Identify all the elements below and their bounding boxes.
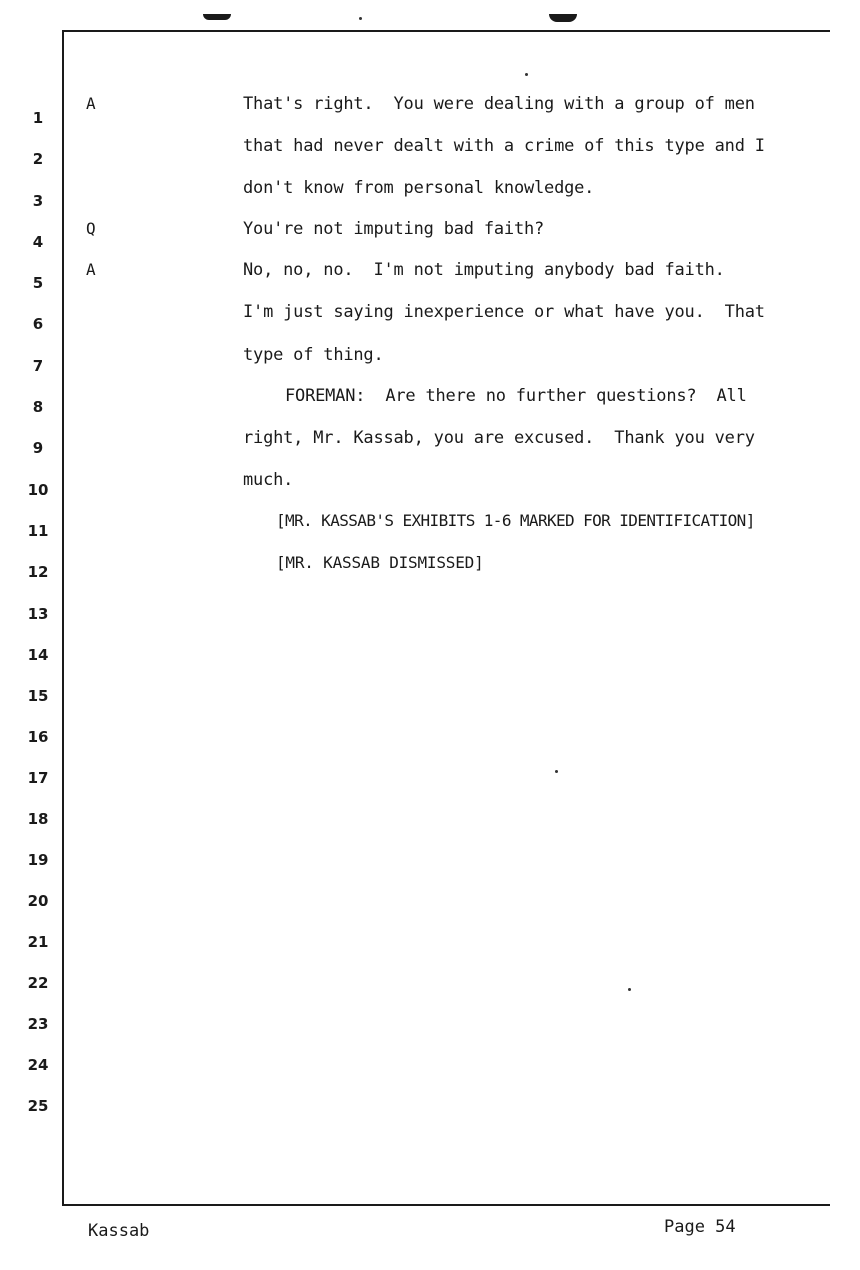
line-number: 21 [27, 933, 49, 951]
transcript-line: I'm just saying inexperience or what have you. That [243, 302, 765, 322]
line-number: 15 [27, 687, 49, 705]
transcript-line: FOREMAN: Are there no further questions? All [285, 386, 747, 406]
line-number: 9 [32, 439, 44, 457]
speck [555, 770, 558, 773]
transcript-line: You're not imputing bad faith? [243, 219, 545, 239]
bottom-rule [62, 1204, 830, 1206]
margin-rule [62, 30, 64, 1206]
line-number: 7 [32, 357, 44, 375]
line-number: 4 [32, 233, 44, 251]
line-number: 5 [32, 274, 44, 292]
transcript-line: [MR. KASSAB'S EXHIBITS 1-6 MARKED FOR IDENTIFICATION] [276, 511, 755, 530]
line-number: 24 [27, 1056, 49, 1074]
line-number: 10 [27, 481, 49, 499]
line-number: 11 [27, 522, 49, 540]
line-number: 8 [32, 398, 44, 416]
speck [628, 988, 631, 991]
top-rule [62, 30, 830, 32]
line-number: 20 [27, 892, 49, 910]
line-number: 22 [27, 974, 49, 992]
line-number: 14 [27, 646, 49, 664]
transcript-line: right, Mr. Kassab, you are excused. Thank you very [243, 428, 755, 448]
speaker-question: Q [86, 219, 96, 238]
witness-name: Kassab [88, 1221, 150, 1241]
transcript-line: much. [243, 470, 294, 490]
line-number: 19 [27, 851, 49, 869]
line-number: 2 [32, 150, 44, 168]
speaker-answer: A [86, 260, 96, 279]
line-number: 1 [32, 109, 44, 127]
transcript-line: No, no, no. I'm not imputing anybody bad faith. [243, 260, 725, 280]
line-number: 23 [27, 1015, 49, 1033]
line-number: 12 [27, 563, 49, 581]
transcript-line: don't know from personal knowledge. [243, 178, 595, 198]
line-number: 25 [27, 1097, 49, 1115]
line-number: 3 [32, 192, 44, 210]
speaker-answer: A [86, 94, 96, 113]
line-number: 16 [27, 728, 49, 746]
line-number: 18 [27, 810, 49, 828]
page-number: Page 54 [664, 1217, 736, 1237]
line-number: 13 [27, 605, 49, 623]
line-number-column [0, 0, 60, 1270]
speck [359, 17, 362, 20]
line-number: 6 [32, 315, 44, 333]
transcript-line: That's right. You were dealing with a group of men [243, 94, 755, 114]
speck [525, 73, 528, 76]
transcript-line: type of thing. [243, 345, 384, 365]
binding-mark-right [549, 14, 577, 22]
line-number: 17 [27, 769, 49, 787]
transcript-line: that had never dealt with a crime of this type and I [243, 136, 765, 156]
transcript-line: [MR. KASSAB DISMISSED] [276, 553, 484, 572]
binding-mark-left [203, 14, 231, 20]
